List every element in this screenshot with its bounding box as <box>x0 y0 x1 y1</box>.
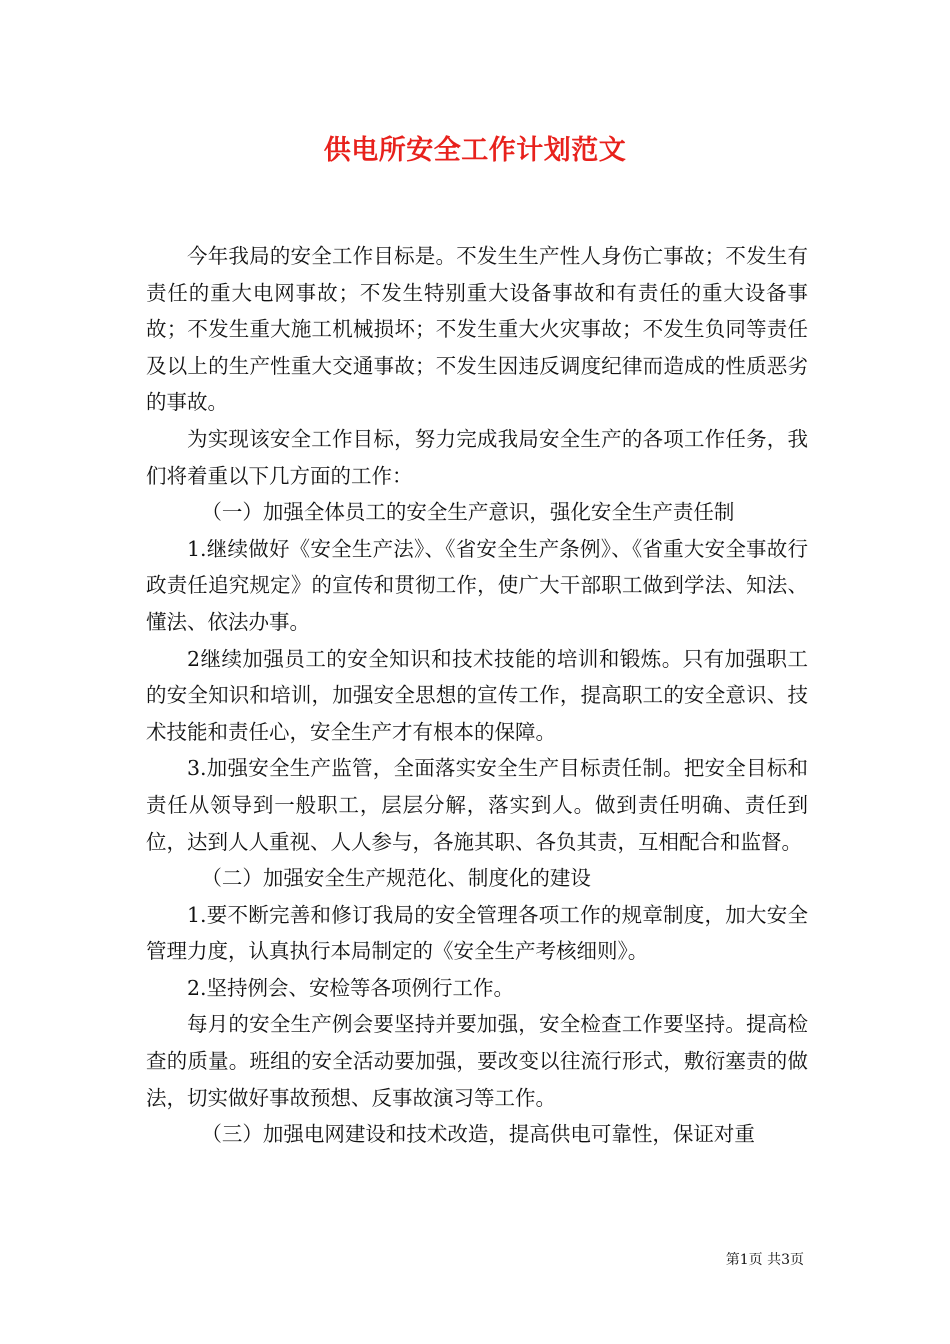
section-heading-3: （三）加强电网建设和技术改造，提高供电可靠性，保证对重 <box>201 1122 755 1147</box>
paragraph-item-2-1: 1.要不断完善和修订我局的安全管理各项工作的规章制度，加大安全管理力度，认真执行本局制定的《安全生产考核细则》。 <box>146 902 808 964</box>
section-heading-1: （一）加强全体员工的安全生产意识，强化安全生产责任制 <box>201 500 735 525</box>
paragraph-item-1-1: 1.继续做好《安全生产法》、《省安全生产条例》、《省重大安全事故行政责任追究规定》的宣传和贯彻工作，使广大干部职工做到学法、知法、懂法、依法办事。 <box>146 536 808 634</box>
paragraph-safety-goals: 今年我局的安全工作目标是。不发生生产性人身伤亡事故；不发生有责任的重大电网事故；不发生特别重大设备事故和有责任的重大设备事故；不发生重大施工机械损坏；不发生重大火灾事故；不发生负同等责任及以上的生产性重大交通事故；不发生因违反调度纪律而造成的性质恶劣的事故。 <box>146 244 808 415</box>
document-title: 供电所安全工作计划范文 <box>323 135 627 166</box>
paragraph-item-2-2: 2.坚持例会、安检等各项例行工作。 <box>187 975 515 1000</box>
document-body <box>146 238 808 1153</box>
paragraph-monthly-meetings: 每月的安全生产例会要坚持并要加强，安全检查工作要坚持。提高检查的质量。班组的安全活动要加强，要改变以往流行形式，敷衍塞责的做法，切实做好事故预想、反事故演习等工作。 <box>146 1012 808 1110</box>
paragraph-intro-tasks: 为实现该安全工作目标，努力完成我局安全生产的各项工作任务，我们将着重以下几方面的工作： <box>146 426 808 488</box>
page-number-footer: 第1页 共3页 <box>725 1252 804 1268</box>
section-heading-2: （二）加强安全生产规范化、制度化的建设 <box>201 866 591 891</box>
paragraph-item-1-3: 3.加强安全生产监管，全面落实安全生产目标责任制。把安全目标和责任从领导到一般职工，层层分解，落实到人。做到责任明确、责任到位，达到人人重视、人人参与，各施其职、各负其责，互相配合和监督。 <box>146 756 808 854</box>
paragraph-item-1-2: 2继续加强员工的安全知识和技术技能的培训和锻炼。只有加强职工的安全知识和培训，加强安全思想的宣传工作，提高职工的安全意识、技术技能和责任心，安全生产才有根本的保障。 <box>146 646 808 744</box>
